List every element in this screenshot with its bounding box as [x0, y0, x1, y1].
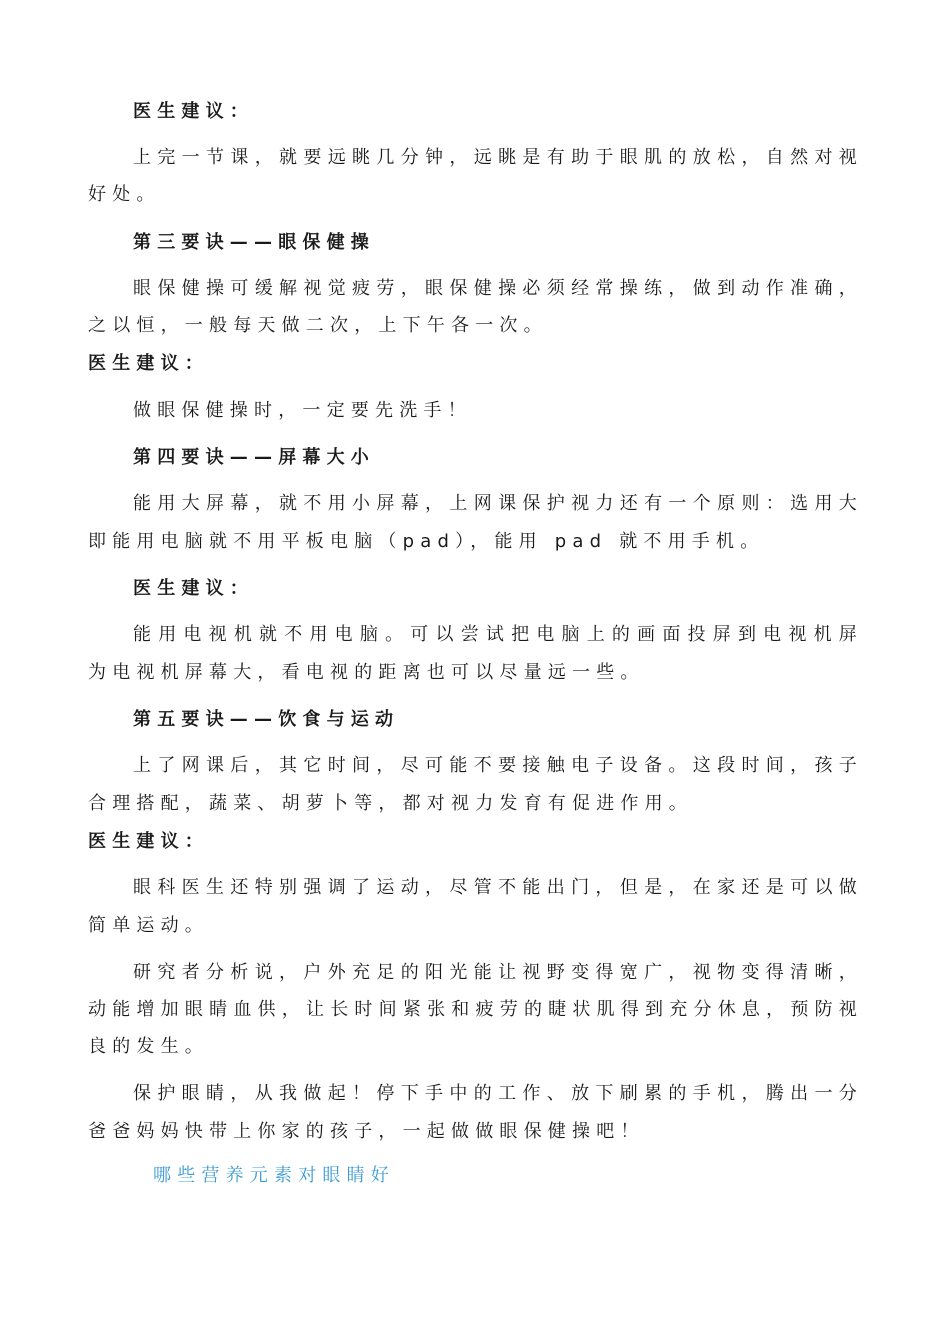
paragraph-line: 上了网课后，其它时间，尽可能不要接触电子设备。这段时间，孩子	[133, 755, 863, 776]
paragraph-line: 爸爸妈妈快带上你家的孩子，一起做做眼保健操吧！	[88, 1121, 645, 1142]
paragraph-line: 良的发生。	[88, 1036, 209, 1057]
paragraph-line: 能用电视机就不用电脑。可以尝试把电脑上的画面投屏到电视机屏	[133, 624, 863, 645]
doctor-advice-heading: 医生建议：	[133, 578, 254, 599]
doctor-advice-heading: 医生建议：	[88, 831, 209, 852]
related-article-link[interactable]: 哪些营养元素对眼睛好	[153, 1165, 395, 1186]
paragraph-line: 即能用电脑就不用平板电脑（pad），能用 pad 就不用手机。	[88, 531, 765, 552]
paragraph-line: 合理搭配，蔬菜、胡萝卜等，都对视力发育有促进作用。	[88, 793, 693, 814]
paragraph-line: 研究者分析说，户外充足的阳光能让视野变得宽广，视物变得清晰，	[133, 962, 863, 983]
paragraph-line: 好处。	[88, 184, 161, 205]
section-heading-3: 第三要诀——眼保健操	[133, 232, 375, 253]
paragraph-line: 之以恒，一般每天做二次，上下午各一次。	[88, 315, 548, 336]
section-heading-5: 第五要诀——饮食与运动	[133, 709, 400, 730]
paragraph-line: 保护眼睛，从我做起！停下手中的工作、放下刷累的手机，腾出一分	[133, 1083, 863, 1104]
paragraph-line: 上完一节课，就要远眺几分钟，远眺是有助于眼肌的放松，自然对视	[133, 147, 863, 168]
section-heading-4: 第四要诀——屏幕大小	[133, 447, 375, 468]
paragraph-line: 动能增加眼睛血供，让长时间紧张和疲劳的睫状肌得到充分休息，预防视	[88, 999, 863, 1020]
paragraph-line: 眼科医生还特别强调了运动，尽管不能出门，但是，在家还是可以做	[133, 877, 863, 898]
paragraph-line: 简单运动。	[88, 915, 209, 936]
paragraph-line: 做眼保健操时，一定要先洗手！	[133, 400, 472, 421]
doctor-advice-heading: 医生建议：	[133, 101, 254, 122]
doctor-advice-heading: 医生建议：	[88, 353, 209, 374]
paragraph-line: 能用大屏幕，就不用小屏幕，上网课保护视力还有一个原则：选用大	[133, 493, 863, 514]
paragraph-line: 为电视机屏幕大，看电视的距离也可以尽量远一些。	[88, 662, 645, 683]
paragraph-line: 眼保健操可缓解视觉疲劳，眼保健操必须经常操练，做到动作准确，	[133, 278, 863, 299]
